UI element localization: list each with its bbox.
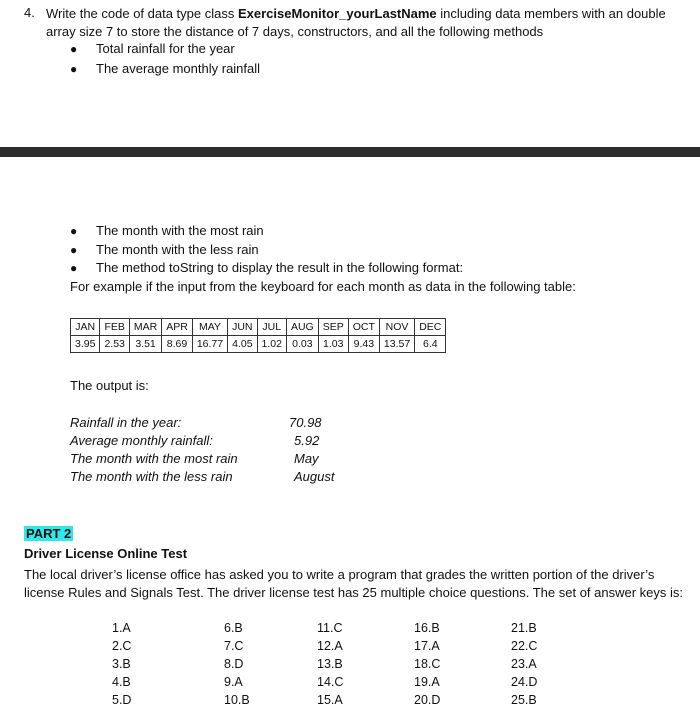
table-cell: SEP <box>318 319 348 336</box>
output-label: Rainfall in the year: <box>70 415 182 430</box>
answer-key: 25.B <box>511 693 537 707</box>
output-heading: The output is: <box>70 378 149 393</box>
output-label: Average monthly rainfall: <box>70 433 213 448</box>
answer-key: 10.B <box>224 693 250 707</box>
output-label: The month with the most rain <box>70 451 238 466</box>
table-cell: 6.4 <box>415 336 446 353</box>
answer-key: 23.A <box>511 657 537 671</box>
answer-key: 4.B <box>112 675 131 689</box>
question-intro <box>46 5 686 41</box>
table-cell: 1.03 <box>318 336 348 353</box>
table-header-row <box>71 319 446 336</box>
intro-pre: Write the code of data type class <box>46 6 238 21</box>
bullet-icon: ● <box>70 224 78 238</box>
part2-paragraph: The local driver’s license office has asked you to write a program that grades the written portion of the driver’s license Rules and Signals Test. The driver license test has 25 multiple choice questions. The set of answer keys is: <box>24 567 684 600</box>
answer-key: 16.B <box>414 621 440 635</box>
table-row <box>71 336 446 353</box>
answer-key: 18.C <box>414 657 441 671</box>
table-cell: 1.02 <box>257 336 286 353</box>
bullet-icon: ● <box>70 42 78 56</box>
example-text: For example if the input from the keyboard for each month as data in the following table: <box>70 279 576 294</box>
table-cell: MAR <box>129 319 161 336</box>
table-cell: AUG <box>286 319 318 336</box>
answer-key: 22.C <box>511 639 538 653</box>
table-cell: NOV <box>379 319 414 336</box>
answer-key: 2.C <box>112 639 132 653</box>
table-cell: JAN <box>71 319 100 336</box>
table-cell: APR <box>162 319 193 336</box>
answer-key: 19.A <box>414 675 440 689</box>
table-cell: 8.69 <box>162 336 193 353</box>
intro-post: including data members with an double array size 7 to store the distance of 7 days, constructors, and all the following methods <box>46 6 666 39</box>
table-cell: FEB <box>100 319 129 336</box>
bullet-item: Total rainfall for the year <box>96 41 235 56</box>
bullet-item: The month with the less rain <box>96 242 259 257</box>
answer-key: 9.A <box>224 675 243 689</box>
output-value: August <box>294 469 335 484</box>
part2-label: PART 2 <box>26 526 72 541</box>
answer-key: 15.A <box>317 693 343 707</box>
output-value: May <box>294 451 319 466</box>
bullet-item: The method toString to display the result in the following format: <box>96 260 464 275</box>
answer-key: 24.D <box>511 675 538 689</box>
table-cell: 4.05 <box>228 336 257 353</box>
table-cell: MAY <box>192 319 227 336</box>
output-label: The month with the less rain <box>70 469 233 484</box>
class-name: ExerciseMonitor_yourLastName <box>237 6 437 21</box>
bullet-icon: ● <box>70 243 78 257</box>
rainfall-table <box>70 318 446 353</box>
table-cell: 13.57 <box>379 336 414 353</box>
table-cell: 0.03 <box>286 336 318 353</box>
bullet-item: The average monthly rainfall <box>96 61 261 76</box>
answer-key: 13.B <box>317 657 343 671</box>
answer-key: 3.B <box>112 657 131 671</box>
answer-key: 21.B <box>511 621 537 635</box>
answer-key: 11.C <box>317 621 343 635</box>
bullet-item: The month with the most rain <box>96 223 264 238</box>
question-number: 4. <box>24 5 35 20</box>
output-value: 5.92 <box>294 433 320 448</box>
page-divider <box>0 147 700 157</box>
table-cell: 3.51 <box>129 336 161 353</box>
table-cell: OCT <box>348 319 379 336</box>
answer-key: 20.D <box>414 693 441 707</box>
answer-key: 12.A <box>317 639 343 653</box>
table-cell: JUN <box>228 319 257 336</box>
bullet-icon: ● <box>70 62 78 76</box>
bullet-icon: ● <box>70 261 78 275</box>
answer-key: 17.A <box>414 639 440 653</box>
answer-key: 6.B <box>224 621 243 635</box>
table-cell: 3.95 <box>71 336 100 353</box>
table-cell: 16.77 <box>192 336 227 353</box>
answer-key: 1.A <box>112 621 131 635</box>
answer-key: 5.D <box>112 693 132 707</box>
output-value: 70.98 <box>289 415 322 430</box>
table-cell: 9.43 <box>348 336 379 353</box>
answer-key: 8.D <box>224 657 244 671</box>
answer-key: 7.C <box>224 639 244 653</box>
table-cell: 2.53 <box>100 336 129 353</box>
answer-key: 14.C <box>317 675 344 689</box>
part2-title: Driver License Online Test <box>24 546 188 561</box>
table-cell: JUL <box>257 319 286 336</box>
table-cell: DEC <box>415 319 446 336</box>
